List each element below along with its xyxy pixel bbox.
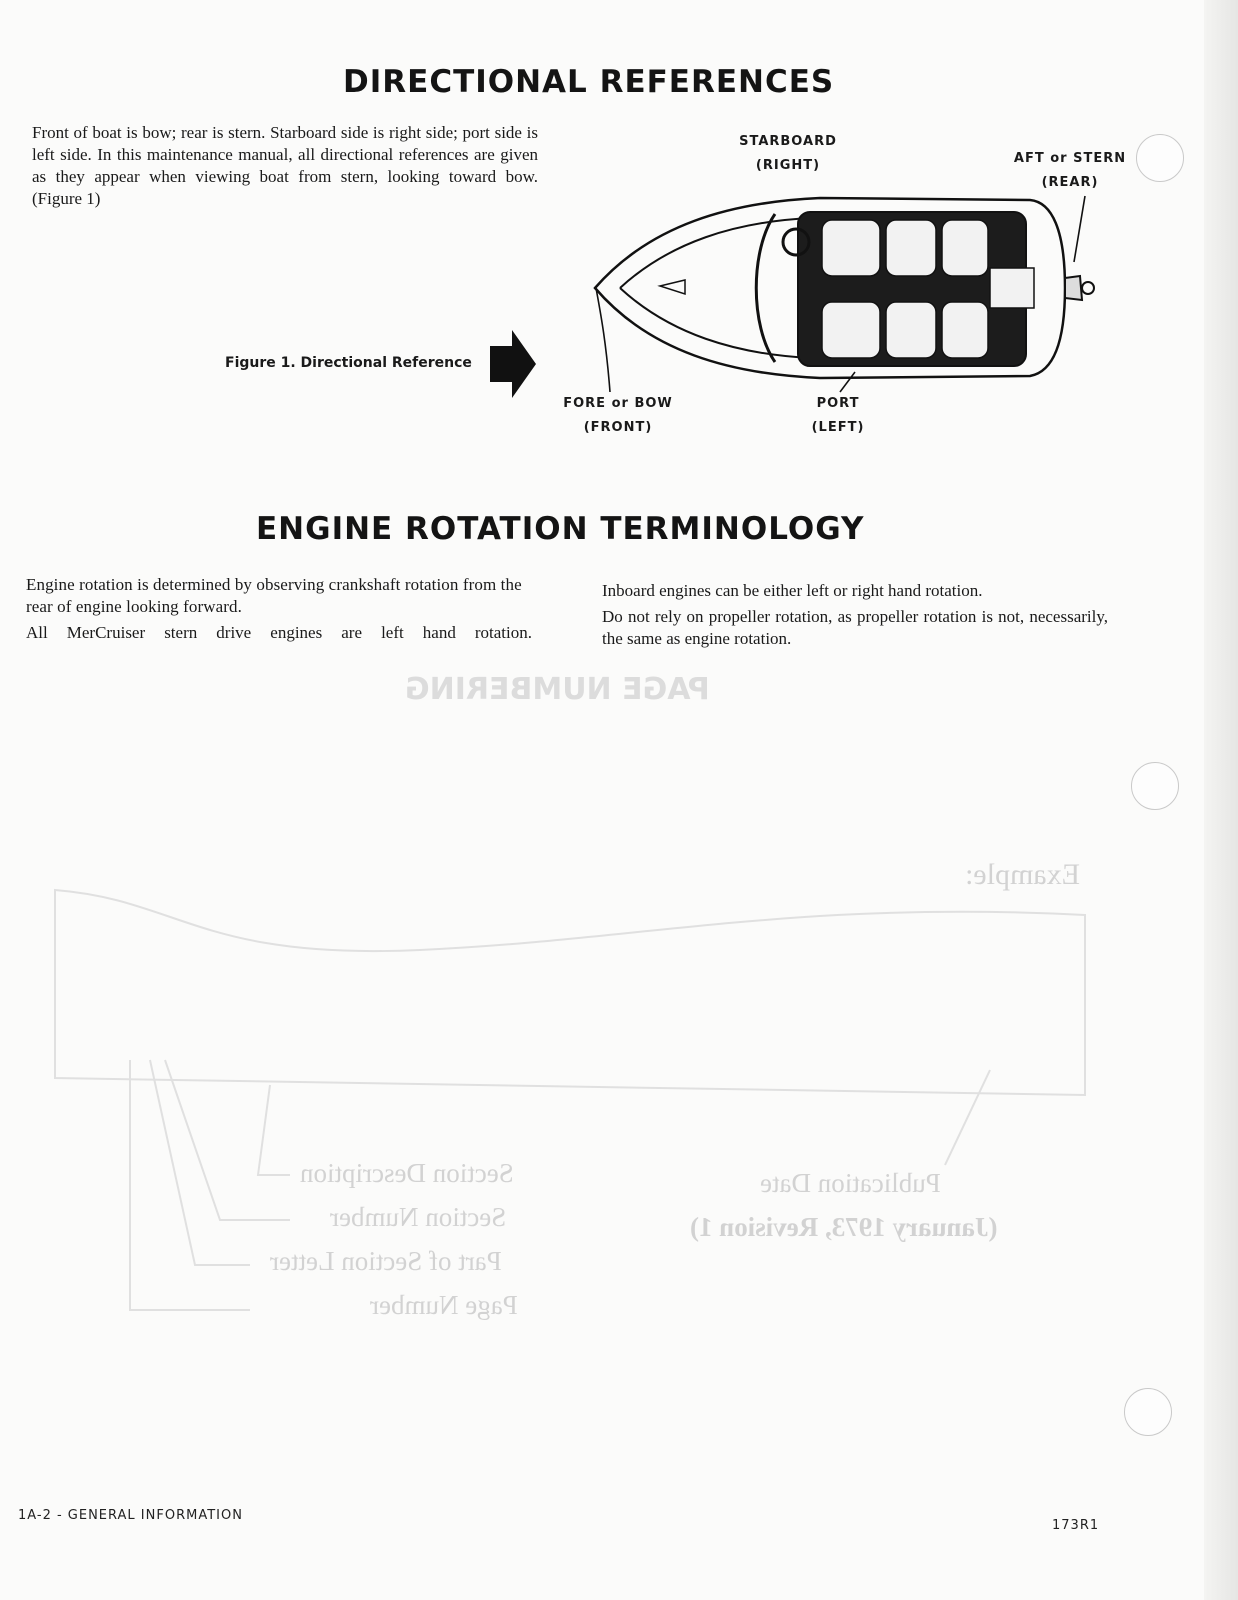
label-fore-text: FORE or BOW xyxy=(563,396,673,411)
footer-section: 1A-2 - GENERAL INFORMATION xyxy=(18,1508,243,1523)
engine-left-paragraph-2: All MerCruiser stern drive engines are left hand rotation. xyxy=(26,623,532,642)
engine-left-paragraph-1: Engine rotation is determined by observing crankshaft rotation from the rear of engine looking forward. xyxy=(26,575,522,616)
label-port-text: PORT xyxy=(816,396,860,411)
footer-page-code: 173R1 xyxy=(1052,1518,1100,1533)
leader-lines xyxy=(0,0,1238,460)
engine-right-paragraph-1: Inboard engines can be either left or right hand rotation. xyxy=(602,581,983,600)
figure-caption: Figure 1. Directional Reference xyxy=(225,355,472,371)
directional-references-heading: DIRECTIONAL REFERENCES xyxy=(343,64,835,100)
directional-paragraph: Front of boat is bow; rear is stern. Starboard side is right side; port side is left side. In this maintenance manual, all directional references are given as they appear when viewing boat from stern, looking toward bow. (Figure 1) xyxy=(32,123,538,208)
ghost-example: Example: xyxy=(965,858,1080,891)
ghost-pub-revision: (January 1973, Revision 1) xyxy=(690,1212,998,1242)
ghost-pub-date: Publication Date xyxy=(760,1168,941,1198)
label-starboard-text: STARBOARD xyxy=(739,134,837,149)
label-aft-sub: (REAR) xyxy=(1041,175,1099,190)
label-starboard-sub: (RIGHT) xyxy=(755,158,821,173)
ghost-item: Section Number xyxy=(330,1202,507,1232)
ghost-item: Part of Section Letter xyxy=(270,1246,502,1276)
engine-rotation-heading: ENGINE ROTATION TERMINOLOGY xyxy=(256,511,865,547)
ghost-item: Page Number xyxy=(370,1290,518,1320)
ghost-heading: PAGE NUMBERING xyxy=(405,672,710,707)
label-fore-sub: (FRONT) xyxy=(583,420,653,435)
label-port-sub: (LEFT) xyxy=(811,420,865,435)
label-aft-text: AFT or STERN xyxy=(1013,151,1127,166)
ghost-item: Section Description xyxy=(300,1158,514,1188)
engine-right-paragraph-2: Do not rely on propeller rotation, as propeller rotation is not, necessarily, the same as engine rotation. xyxy=(602,607,1108,648)
